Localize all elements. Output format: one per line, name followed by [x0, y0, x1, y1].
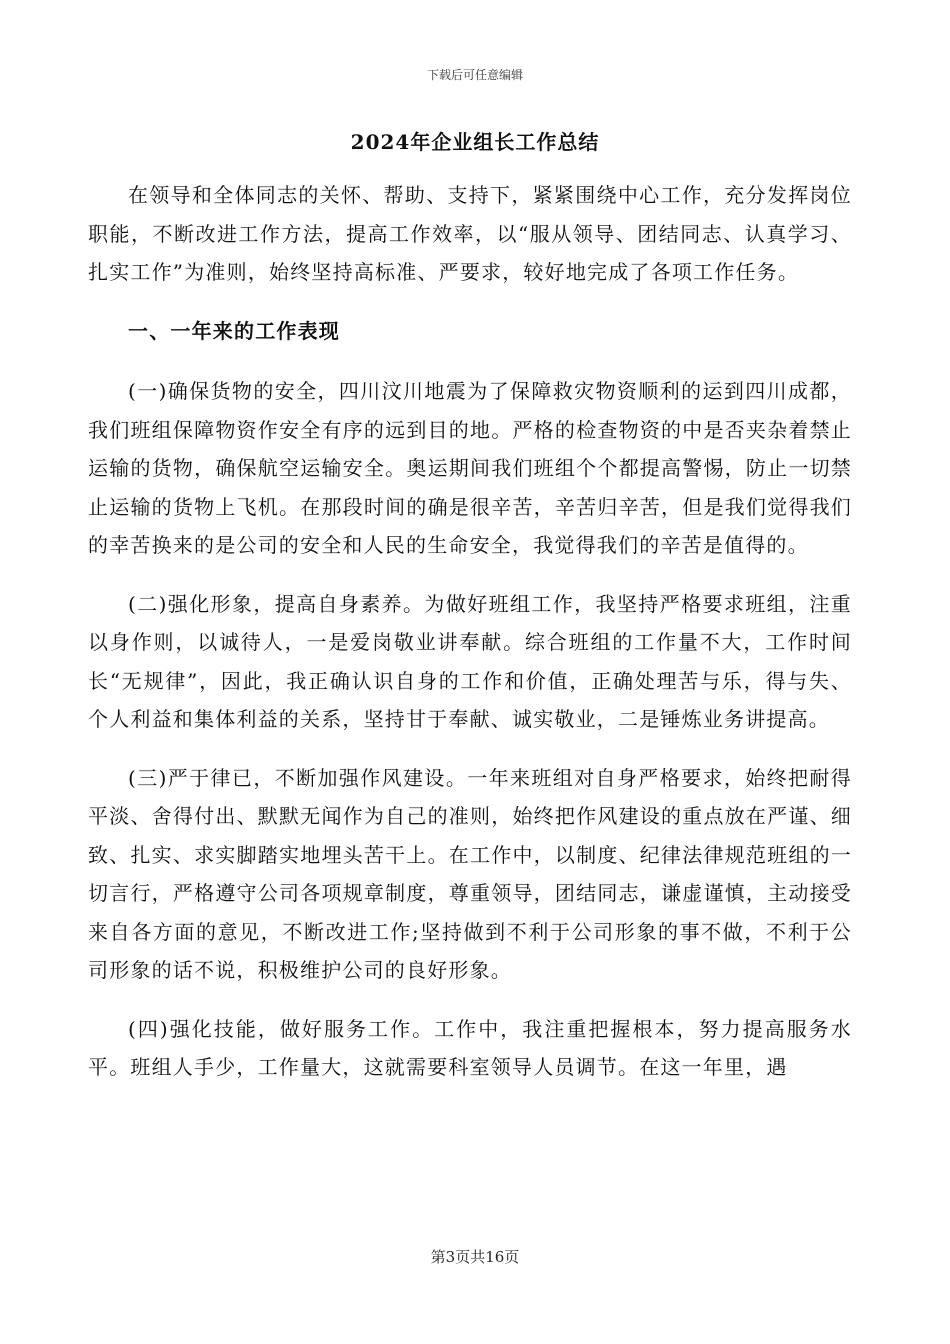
paragraph-2: (二)强化形象，提高自身素养。为做好班组工作，我坚持严格要求班组，注重以身作则，以诚待人，一是爱岗敬业讲奉献。综合班组的工作量不大，工作时间长“无规律”，因此，我正确认识自身的工作和价值，正确处理苦与乐，得与失、个人利益和集体利益的关系，坚持甘于奉献、诚实敬业，二是锤炼业务讲提高。 — [88, 591, 852, 731]
paragraph-3: (三)严于律已，不断加强作风建设。一年来班组对自身严格要求，始终把耐得平淡、舍得付出、默默无闻作为自己的准则，始终把作风建设的重点放在严谨、细致、扎实、求实脚踏实地埋头苦干上。在工作中，以制度、纪律法律规范班组的一切言行，严格遵守公司各项规章制度，尊重领导，团结同志，谦虚谨慎，主动接受来自各方面的意见，不断改进工作;坚持做到不利于公司形象的事不做，不利于公司形象的话不说，积极维护公司的良好形象。 — [88, 765, 852, 982]
paragraph-1: (一)确保货物的安全，四川汶川地震为了保障救灾物资顺利的运到四川成都，我们班组保障物资作安全有序的远到目的地。严格的检查物资的中是否夹杂着禁止运输的货物，确保航空运输安全。奥运期间我们班组个个都提高警惕，防止一切禁止运输的货物上飞机。在那段时间的确是很辛苦，辛苦归辛苦，但是我们觉得我们的幸苦换来的是公司的安全和人民的生命安全，我觉得我们的辛苦是值得的。 — [88, 379, 852, 557]
intro-paragraph: 在领导和全体同志的关怀、帮助、支持下，紧紧围绕中心工作，充分发挥岗位职能，不断改进工作方法，提高工作效率，以“服从领导、团结同志、认真学习、扎实工作”为准则，始终坚持高标准、严要求，较好地完成了各项工作任务。 — [88, 183, 852, 284]
section-heading: 一、一年来的工作表现 — [128, 318, 340, 343]
header-note: 下载后可任意编辑 — [426, 68, 523, 82]
page-number: 第3页共16页 — [430, 1248, 520, 1266]
document-title: 2024年企业组长工作总结 — [350, 130, 600, 154]
paragraph-4: (四)强化技能，做好服务工作。工作中，我注重把握根本，努力提高服务水平。班组人手少，工作量大，这就需要科室领导人员调节。在这一年里，遇 — [88, 1016, 852, 1079]
document-body — [88, 176, 852, 1107]
